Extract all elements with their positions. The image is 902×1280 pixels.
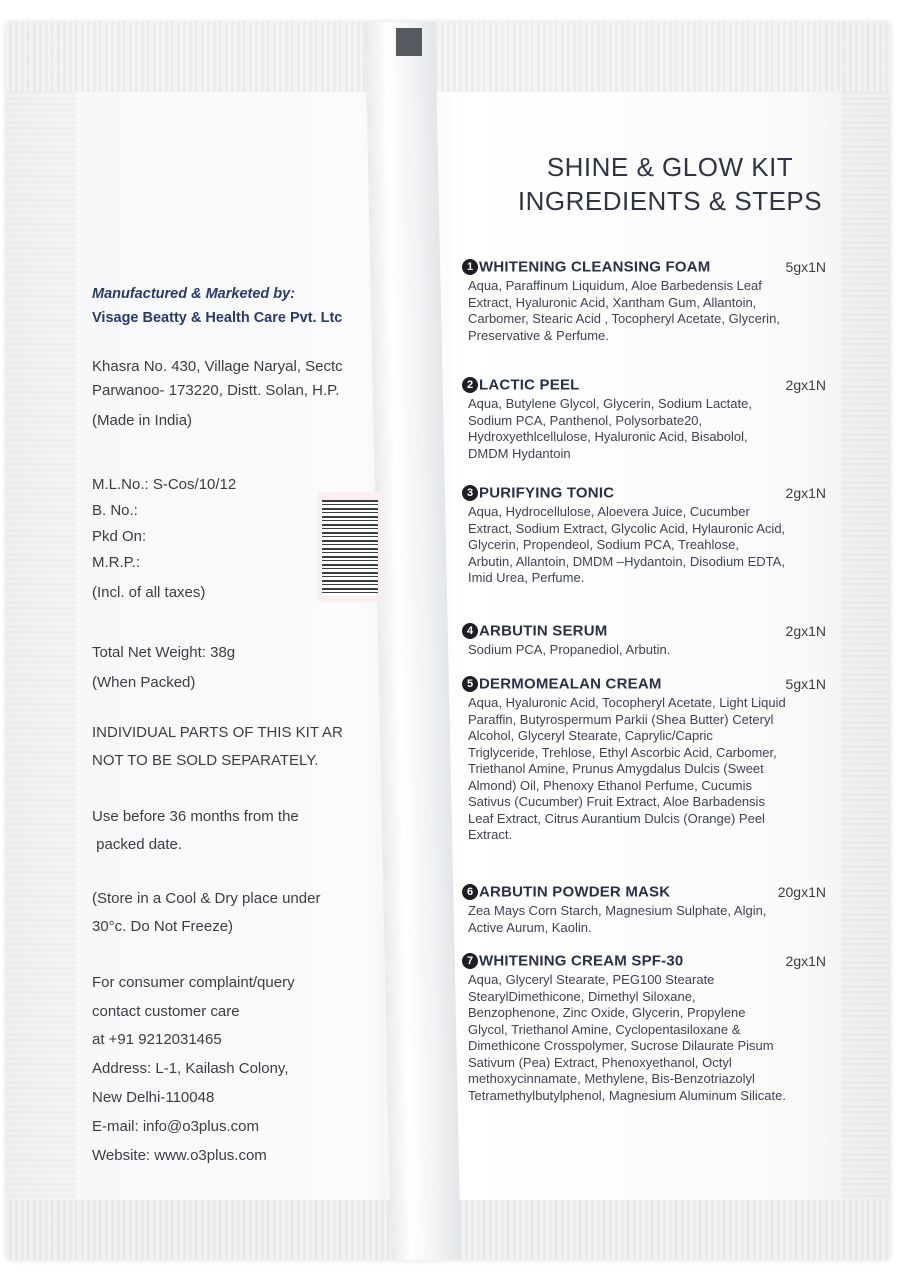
- product-name: DERMOMEALAN CREAM: [479, 675, 662, 693]
- manufacturer-name: Visage Beatty & Health Care Pvt. Ltc: [92, 310, 343, 326]
- product-name: PURIFYING TONIC: [479, 484, 615, 502]
- ingredients-text: Aqua, Butylene Glycol, Glycerin, Sodium Lactate, Sodium PCA, Panthenol, Polysorbate20, Hydroxyethlcellulose, Hyaluronic Acid, Bisabolol, DMDM Hydantoin: [468, 396, 752, 461]
- storage-line-2: 30°c. Do Not Freeze): [92, 918, 234, 935]
- crimp-edge-top: [6, 22, 890, 92]
- contact-address-line-1: Address: L-1, Kailash Colony,: [92, 1060, 289, 1077]
- phone-number: at +91 9212031465: [92, 1031, 222, 1048]
- net-weight: Total Net Weight: 38g: [92, 644, 236, 661]
- ingredients-text: Zea Mays Corn Starch, Magnesium Sulphate, Algin, Active Aurum, Kaolin.: [468, 903, 767, 935]
- packed-on: Pkd On:: [92, 528, 147, 545]
- contact-address-line-2: New Delhi-110048: [92, 1089, 215, 1106]
- ingredient-item-4: [462, 622, 834, 659]
- taxes-note: (Incl. of all taxes): [92, 584, 206, 601]
- product-name: WHITENING CREAM SPF-30: [479, 952, 684, 970]
- product-quantity: 5gx1N: [785, 259, 826, 275]
- product-name: ARBUTIN POWDER MASK: [479, 883, 671, 901]
- product-quantity: 2gx1N: [785, 485, 826, 501]
- barcode-icon: [322, 500, 378, 596]
- step-number: 7: [462, 953, 478, 969]
- product-quantity: 20gx1N: [777, 884, 826, 900]
- ingredient-item-6: [462, 883, 834, 936]
- notice-line-2: NOT TO BE SOLD SEPARATELY.: [92, 752, 319, 769]
- step-number: 6: [462, 884, 478, 900]
- step-number: 2: [462, 377, 478, 393]
- heading-line-1: SHINE & GLOW KIT: [546, 152, 794, 182]
- product-quantity: 2gx1N: [785, 377, 826, 393]
- origin-text: (Made in India): [92, 412, 193, 429]
- batch-number: B. No.:: [92, 502, 138, 519]
- complaint-line-2: contact customer care: [92, 1003, 240, 1020]
- seal-register-mark: [396, 28, 422, 56]
- crimp-edge-left: [6, 22, 76, 1260]
- email: E-mail: info@o3plus.com: [92, 1118, 259, 1135]
- manufacturer-title: Manufactured & Marketed by:: [92, 286, 296, 302]
- ingredients-text: Sodium PCA, Propanediol, Arbutin.: [468, 642, 671, 657]
- ingredient-item-2: [462, 376, 834, 462]
- ml-number: M.L.No.: S-Cos/10/12: [92, 476, 237, 493]
- website: Website: www.o3plus.com: [92, 1147, 267, 1164]
- kit-heading: [510, 150, 830, 218]
- use-before-line-2: packed date.: [92, 836, 183, 853]
- ingredients-text: Aqua, Hyaluronic Acid, Tocopheryl Acetate, Light Liquid Paraffin, Butyrospermum Parkii (Shea Butter) Ceteryl Alcohol, Glyceryl Stearate, Caprylic/Capric Triglyceride, Trehlose, Ethyl Ascorbic Acid, Carbomer, Triethanol Amine, Prunus Amygdalus Dulcis (Sweet Almond) Oil, Phenoxy Ethanol Perfume, Cucumis Sativus (Cucumber) Fruit Extract, Aloe Barbadensis Leaf Extract, Citrus Aurantium Dulcis (Orange) Peel Extract.: [468, 695, 786, 842]
- mrp: M.R.P.:: [92, 554, 141, 571]
- use-before-line-1: Use before 36 months from the: [92, 808, 299, 825]
- address-line-1: Khasra No. 430, Village Naryal, Sectc: [92, 358, 343, 375]
- when-packed: (When Packed): [92, 674, 196, 691]
- step-number: 3: [462, 485, 478, 501]
- product-quantity: 2gx1N: [785, 953, 826, 969]
- ingredient-item-7: [462, 952, 834, 1104]
- step-number: 1: [462, 259, 478, 275]
- ingredient-item-5: [462, 675, 834, 844]
- product-quantity: 2gx1N: [785, 623, 826, 639]
- ingredients-text: Aqua, Hydrocellulose, Aloevera Juice, Cucumber Extract, Sodium Extract, Glycolic Acid, Hylauronic Acid, Glycerin, Propendeol, Sodium PCA, Treahlose, Arbutin, Allantoin, DMDM –Hydantoin, Disodium EDTA, Imid Urea, Perfume.: [468, 504, 786, 585]
- product-name: WHITENING CLEANSING FOAM: [479, 258, 711, 276]
- step-number: 5: [462, 676, 478, 692]
- complaint-line-1: For consumer complaint/query: [92, 974, 295, 991]
- ingredient-item-1: [462, 258, 834, 344]
- product-name: LACTIC PEEL: [479, 376, 580, 394]
- step-number: 4: [462, 623, 478, 639]
- product-name: ARBUTIN SERUM: [479, 622, 608, 640]
- ingredients-text: Aqua, Paraffinum Liquidum, Aloe Barbedensis Leaf Extract, Hyaluronic Acid, Xantham Gum, Allantoin, Carbomer, Stearic Acid , Tocopheryl Acetate, Glycerin, Preservative & Perfume.: [468, 278, 780, 343]
- crimp-edge-right: [842, 22, 890, 1260]
- notice-line-1: INDIVIDUAL PARTS OF THIS KIT AR: [92, 724, 343, 741]
- heading-line-2: INGREDIENTS & STEPS: [517, 186, 823, 216]
- ingredients-text: Aqua, Glyceryl Stearate, PEG100 Stearate StearylDimethicone, Dimethyl Siloxane, Benzophenone, Zinc Oxide, Glycerin, Propylene Glycol, Triethanol Amine, Cyclopentasiloxane & Dimethicone Crosspolymer, Sucrose Dilaurate Pisum Sativum (Pea) Extract, Phenoxyethanol, Octyl methoxycinnamate, Methylene, Bis-Benzotriazolyl Tetramethylbutylphenol, Magnesium Aluminum Silicate.: [468, 972, 786, 1103]
- storage-line-1: (Store in a Cool & Dry place under: [92, 890, 321, 907]
- address-line-2: Parwanoo- 173220, Distt. Solan, H.P.: [92, 382, 340, 399]
- ingredient-item-3: [462, 484, 834, 587]
- product-quantity: 5gx1N: [785, 676, 826, 692]
